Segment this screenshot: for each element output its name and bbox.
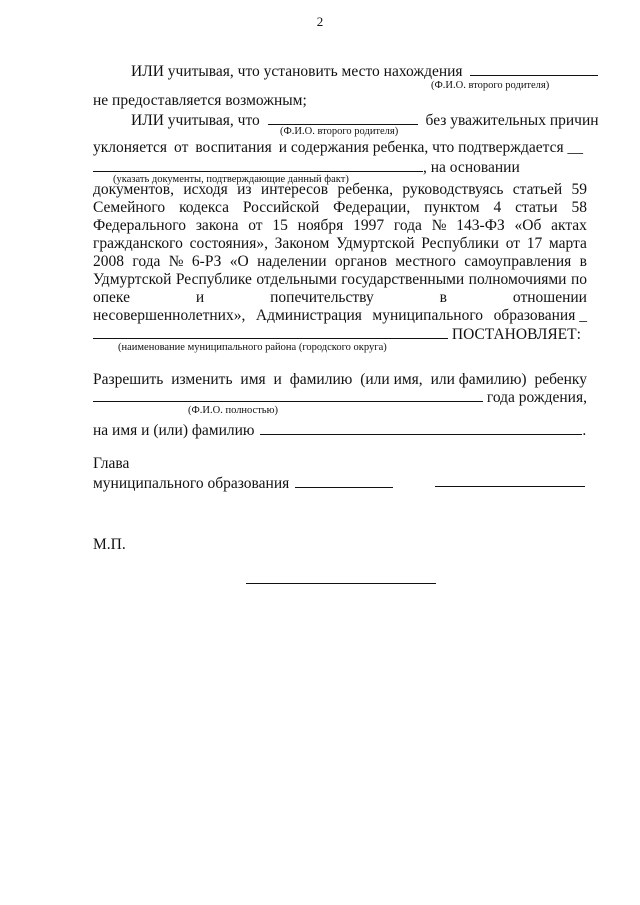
p1-caption: (Ф.И.О. второго родителя) xyxy=(431,80,550,91)
p3-line1-word: фамилию xyxy=(289,371,353,388)
body-word: 6-РЗ xyxy=(191,253,222,270)
body-word: местного xyxy=(395,253,456,270)
body-word: руководствуясь xyxy=(402,181,504,198)
body-word: от xyxy=(248,217,263,234)
p3-line1-word: или фамилию) xyxy=(430,371,527,388)
body-line xyxy=(93,253,587,271)
body-word: государственными xyxy=(341,271,465,288)
body-word: Законом xyxy=(274,235,330,252)
p2-line3: , на основании xyxy=(93,157,520,177)
p2-caption2: (указать документы, подтверждающие данный факт) xyxy=(113,174,349,185)
body-word: 4 xyxy=(493,199,502,216)
documents-blank[interactable] xyxy=(93,157,423,172)
p3-caption: (Ф.И.О. полностью) xyxy=(188,405,278,416)
child-name-blank[interactable] xyxy=(93,387,483,402)
body-word: Семейного xyxy=(93,199,166,216)
body-word: актах xyxy=(551,217,587,234)
body-word: Федерального xyxy=(93,217,187,234)
p3-line2: года рождения, xyxy=(93,387,587,407)
p3-line1-word: (или имя, xyxy=(360,371,423,388)
p2-caption3: (наименование муниципального района (городского округа) xyxy=(118,342,387,353)
body-word: из xyxy=(237,181,252,198)
body-line xyxy=(93,235,587,253)
signature-blank[interactable] xyxy=(295,473,393,488)
body-line xyxy=(93,289,587,307)
body-word: года xyxy=(132,253,161,270)
p1-line2: не предоставляется возможным; xyxy=(93,92,307,109)
body-word: ребенка, xyxy=(337,181,394,198)
body-word: гражданского xyxy=(93,235,183,252)
second-parent-name-blank-2[interactable] xyxy=(268,110,418,125)
body-word: отдельными xyxy=(256,271,337,288)
body-word: Администрация xyxy=(255,307,362,324)
p3-line1-word: изменить xyxy=(171,371,233,388)
body-word: документов, xyxy=(93,181,174,198)
p2-caption1: (Ф.И.О. второго родителя) xyxy=(280,126,399,137)
p1-line1: ИЛИ учитывая, что установить место нахождения xyxy=(131,61,598,81)
body-word: Удмуртской xyxy=(336,235,415,252)
body-line xyxy=(93,271,587,289)
body-word: «О xyxy=(229,253,249,270)
closing-rule xyxy=(246,583,436,584)
body-word: марта xyxy=(548,235,587,252)
body-word: состояния», xyxy=(189,235,268,252)
body-word: Республике xyxy=(175,271,252,288)
body-word: наделении xyxy=(257,253,327,270)
body-word: муниципального xyxy=(372,307,484,324)
body-word: 15 xyxy=(272,217,288,234)
body-word: пунктом xyxy=(424,199,480,216)
p2-municipality-line: ПОСТАНОВЛЯЕТ: xyxy=(93,324,581,344)
body-word: органов xyxy=(334,253,388,270)
body-word: исходя xyxy=(183,181,228,198)
signature-title: Глава xyxy=(93,455,130,472)
body-word: 59 xyxy=(571,181,587,198)
body-word: № xyxy=(168,253,184,270)
body-word: образования _ xyxy=(493,307,587,324)
body-line xyxy=(93,307,587,325)
body-word: 2008 xyxy=(93,253,124,270)
body-word: «Об xyxy=(514,217,542,234)
body-word: ноября xyxy=(297,217,344,234)
body-word: закона xyxy=(195,217,239,234)
body-word: статьи xyxy=(515,199,558,216)
page-number: 2 xyxy=(316,14,324,29)
body-word: Российской xyxy=(242,199,320,216)
body-word: статьей xyxy=(512,181,563,198)
p2-line2-word: уклоняется xyxy=(93,139,168,156)
body-word: № xyxy=(431,217,447,234)
p2-line2-word: от xyxy=(174,139,189,156)
body-word: по xyxy=(570,271,587,288)
body-word: от xyxy=(505,235,521,252)
body-word: Республики xyxy=(421,235,499,252)
body-word: отношении xyxy=(512,289,587,306)
body-word: и xyxy=(195,289,205,306)
p3-line1-word: имя xyxy=(240,371,266,388)
body-word: Удмуртской xyxy=(93,271,172,288)
body-word: 143-ФЗ xyxy=(456,217,505,234)
signature-line: муниципального образования xyxy=(93,473,393,493)
body-word: полномочиями xyxy=(468,271,567,288)
body-word: года xyxy=(393,217,422,234)
stamp-label: М.П. xyxy=(93,536,126,553)
body-line xyxy=(93,199,587,217)
name-blank[interactable] xyxy=(435,486,585,487)
body-word: Федерации, xyxy=(333,199,411,216)
p2-line1: ИЛИ учитывая, что без уважительных причин xyxy=(131,112,599,129)
body-word: в xyxy=(439,289,447,306)
body-word: 1997 xyxy=(353,217,385,234)
p3-line1-word: Разрешить xyxy=(93,371,164,388)
body-word: интересов xyxy=(260,181,329,198)
p2-line2-word: воспитания xyxy=(195,139,272,156)
body-word: опеке xyxy=(93,289,130,306)
body-line xyxy=(93,217,587,235)
body-word: попечительству xyxy=(270,289,374,306)
body-word: самоуправления xyxy=(464,253,572,270)
body-word: кодекса xyxy=(179,199,229,216)
p2-line2 xyxy=(93,139,583,157)
body-word: 17 xyxy=(526,235,543,252)
new-name-blank[interactable] xyxy=(260,420,582,435)
body-word: в xyxy=(579,253,587,270)
p3-line3: на имя и (или) фамилию . xyxy=(93,422,587,439)
second-parent-name-blank[interactable] xyxy=(470,61,598,76)
body-line xyxy=(93,181,587,199)
p3-line1-word: и xyxy=(273,371,282,388)
p3-line1-word: ребенку xyxy=(534,371,587,388)
p2-line2-word: и содержания ребенка, что подтверждается __ xyxy=(278,139,583,156)
body-word: несовершеннолетних», xyxy=(93,307,246,324)
municipality-name-blank[interactable] xyxy=(93,324,448,339)
body-word: 58 xyxy=(571,199,587,216)
